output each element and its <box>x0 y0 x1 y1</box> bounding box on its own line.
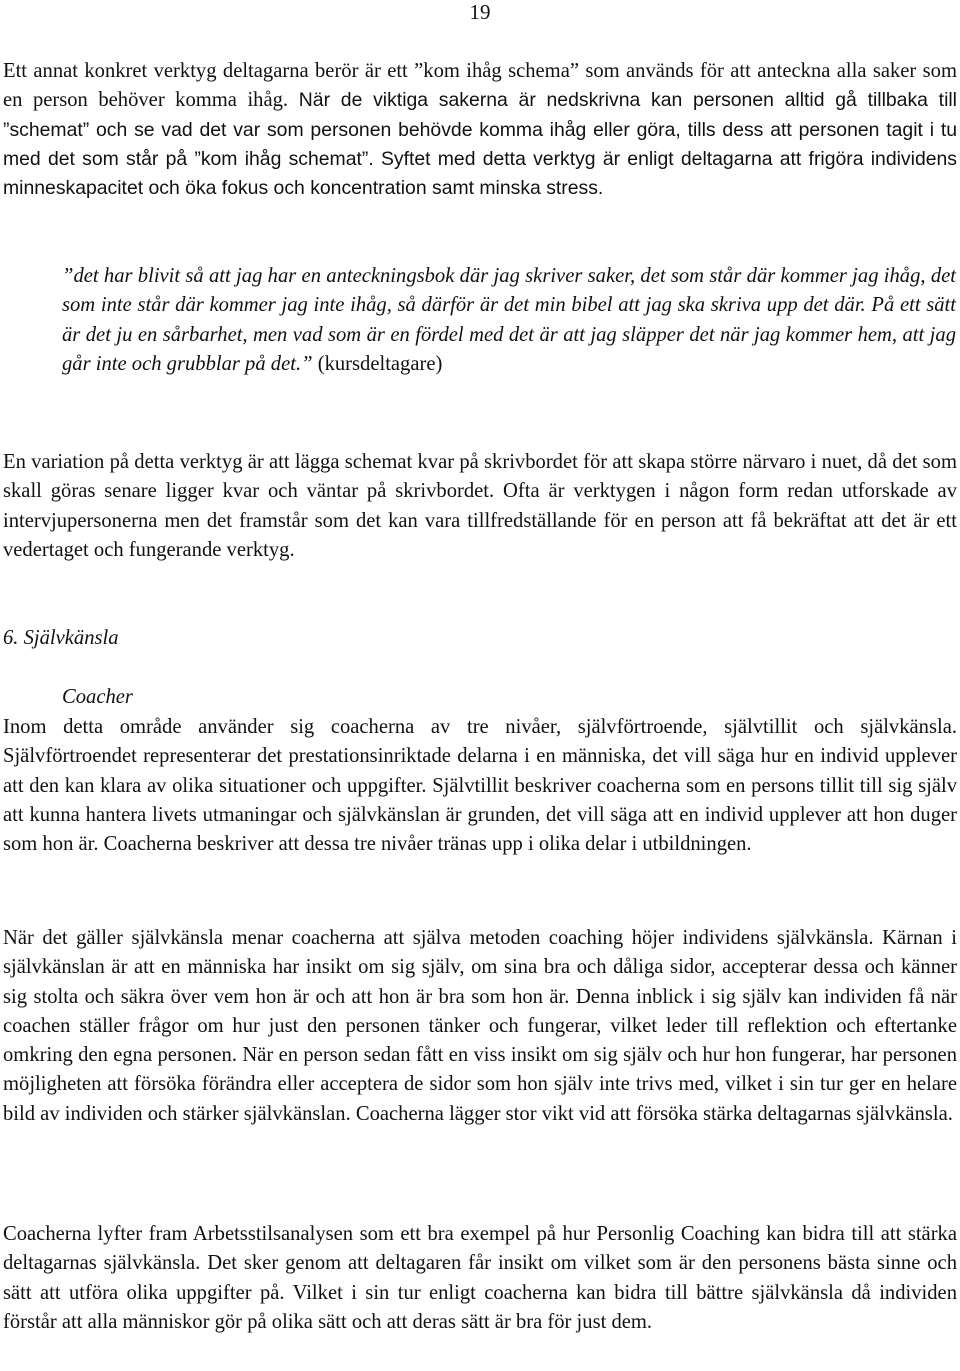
paragraph-three-levels: Inom detta område använder sig coacherna av tre nivåer, självförtroende, självtillit och självkänsla. Självförtroendet representerar det prestationsinriktade delarna i en människa, det vill säga hur en individ upplever att den kan klara av olika situationer och uppgifter. Självtillit beskriver coacherna som en persons tillit till sig själv att kunna hantera livets utmaningar och självkänslan är grunden, det vill säga att en individ upplever att hon duger som hon är. Coacherna beskriver att dessa tre nivåer tränas upp i olika delar i utbildningen. <box>3 716 957 856</box>
paragraph-arbetsstilsanalysen: Coacherna lyfter fram Arbetsstilsanalysen som ett bra exempel på hur Personlig Coaching kan bidra till att stärka deltagarnas självkänsla. Det sker genom att deltagaren får insikt om vilket som är den personens bästa sinne och sätt att utföra olika uppgifter på. Vilket i sin tur enligt coacherna kan bidra till bättre självkänsla då individen förstår att alla människor gör på olika sätt och att deras sätt är bra för just dem. <box>3 1223 957 1333</box>
paragraph-sans-part: När de viktiga sakerna är nedskrivna kan personen alltid gå tillbaka till ”schemat” och se vad det var som personen behövde komma ihåg eller göra, tills dess att personen tagit i tu med det som står på ”kom ihåg schemat”. Syftet med detta verktyg är enligt deltagarna att frigöra individens minneskapacitet och öka fokus och koncentration samt minska stress. <box>3 89 957 200</box>
paragraph-schema-variation: En variation på detta verktyg är att lägga schemat kvar på skrivbordet för att skapa större närvaro i nuet, då det som skall göras senare ligger kvar och väntar på skrivbordet. Ofta är verktygen i någon form redan utforskade av intervjupersonerna men det framstår som det kan vara tillfredställande för en person att få bekräftat att det är ett vedertaget och fungerande verktyg. <box>3 451 957 561</box>
interview-quote <box>62 262 956 379</box>
page-number: 19 <box>469 0 491 24</box>
section-heading: 6. Självkänsla <box>3 627 119 649</box>
quote-text: ”det har blivit så att jag har en anteckningsbok där jag skriver saker, det som står där kommer jag ihåg, det som inte står där kommer jag inte ihåg, så därför är det min bibel att jag ska skriva upp det där. På ett sätt är det ju en sårbarhet, men vad som är en fördel med det är att jag släpper det när jag kommer hem, att jag går inte och grubblar på det.” <box>62 265 956 375</box>
quote-attribution: (kursdeltagare) <box>312 352 443 375</box>
paragraph-kom-ihag-schema <box>3 57 957 203</box>
paragraph-serif-part: Ett annat konkret verktyg deltagarna berör är ett ”kom ihåg schema” som används för att anteckna alla saker som en person behöver komma ihåg. <box>3 60 957 112</box>
subheading-coacher: Coacher <box>62 686 133 708</box>
paragraph-self-esteem: När det gäller självkänsla menar coacherna att själva metoden coaching höjer individens självkänsla. Kärnan i självkänslan är att en människa har insikt om sig själv, om sina bra och dåliga sidor, accepterar dessa och känner sig stolta och säkra över vem hon är och att hon är bra som hon är. Denna inblick i sig själv kan individen få när coachen ställer frågor om hur just den personen tänker och fungerar, vilket leder till reflektion och eftertanke omkring den egna personen. När en person sedan fått en viss insikt om sig själv och hur hon fungerar, har personen möjligheten att försöka förändra eller acceptera de sidor som hon själv inte trivs med, vilket i sin tur ger en helare bild av individen och stärker självkänslan. Coacherna lägger stor vikt vid att försöka stärka deltagarnas självkänsla. <box>3 927 957 1125</box>
